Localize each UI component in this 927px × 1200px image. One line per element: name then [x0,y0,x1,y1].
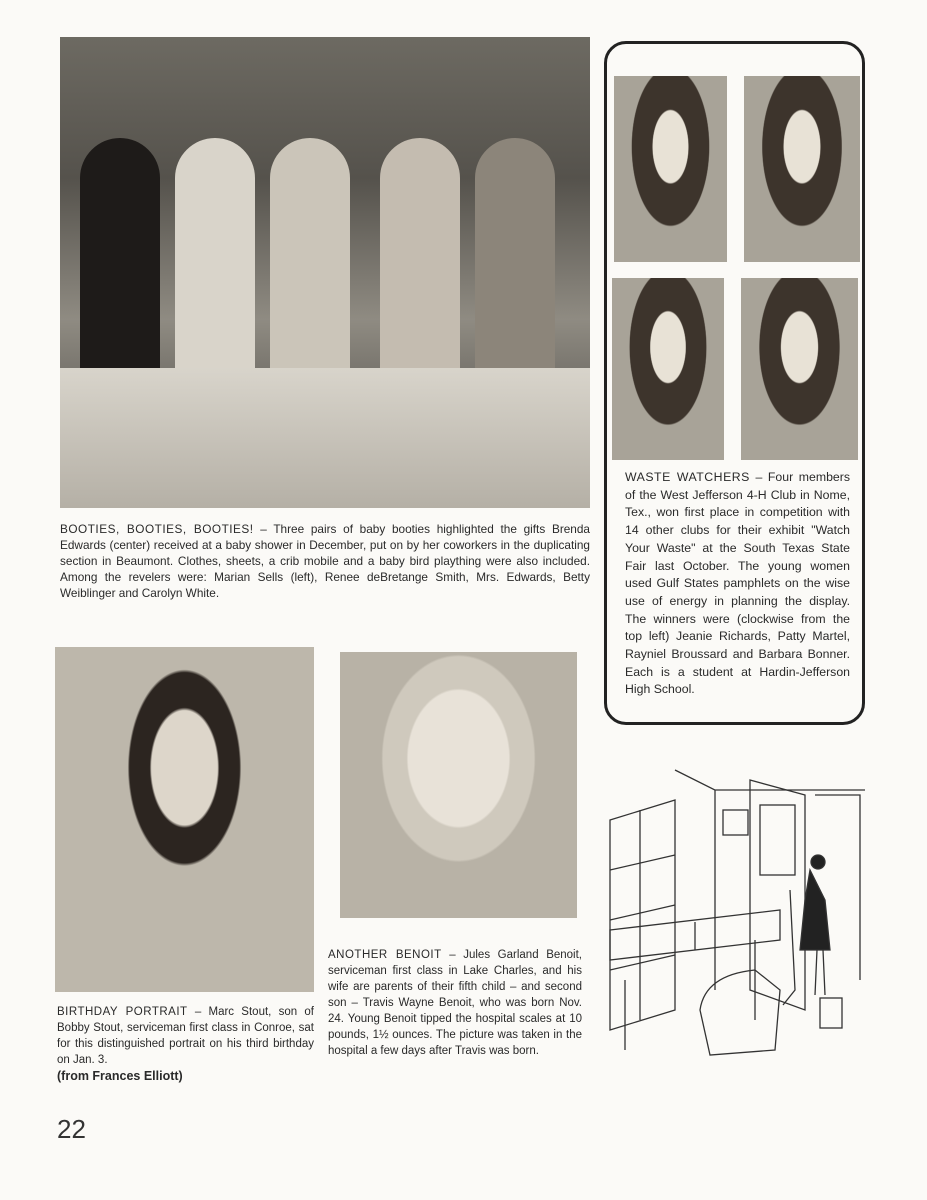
person-figure [80,138,160,388]
benoit-caption [328,947,582,1059]
caption-body: – Three pairs of baby booties highlighted the gifts Brenda Edwards (center) received at a baby shower in December, put on by her coworkers in the duplicating section in Beaumont. Clothes, sheets, a crib mobile and a baby bird plaything were also included. Among the revelers were: Marian Sells (left), Renee deBretange Smith, Mrs. Edwards, Betty Weiblinger and Carolyn White. [60,522,590,600]
caption-body: – Marc Stout, son of Bobby Stout, serviceman first class in Conroe, sat for this distinguished portrait on his third birthday on Jan. 3. [57,1006,314,1066]
travis-benoit-baby-photo [340,652,577,918]
marc-stout-portrait [55,647,314,992]
waste-watchers-caption [625,469,850,699]
wall-picture-icon [723,810,748,835]
person-figure [380,138,460,388]
cleaning-lady-cartoon [605,760,865,1070]
door [750,780,805,1010]
gift-table [60,368,590,508]
bucket [820,998,842,1028]
caption-body: – Jules Garland Benoit, serviceman first class in Lake Charles, and his wife are parents of their fifth child – and second son – Travis Wayne Benoit, who was born Nov. 24. Young Benoit tipped the hospital scales at 10 pounds, 1½ ounces. The picture was taken in the hospital a few days after Travis was born. [328,949,582,1057]
booties-caption [60,521,590,601]
caption-headline: BOOTIES, BOOTIES, BOOTIES! [60,522,254,536]
portrait-barbara-bonner [612,278,724,460]
page-number: 22 [57,1114,86,1144]
caption-headline: WASTE WATCHERS [625,470,750,484]
portrait-rayniel-broussard [741,278,858,460]
portrait-jeanie-richards [614,76,727,262]
person-figure [270,138,350,388]
window [610,800,675,1030]
birthday-caption [57,1004,314,1085]
person-figure [175,138,255,388]
armchair [700,970,780,1055]
portrait-patty-martel [744,76,860,262]
broom [783,890,795,1005]
photo-credit: (from Frances Elliott) [57,1069,183,1083]
caption-headline: BIRTHDAY PORTRAIT [57,1006,188,1018]
person-figure [475,138,555,388]
caption-body: – Four members of the West Jefferson 4-H Club in Nome, Tex., won first place in competition with 14 other clubs for their exhibit "Watch Your Waste" at the South Texas State Fair last October. The young women used Gulf States pamphlets on the wise use of energy in planning the display. The winners were (clockwise from the top left) Jeanie Richards, Patty Martel, Rayniel Broussard and Barbara Bonner. Each is a student at Hardin-Jefferson High School. [625,470,850,697]
baby-shower-group-photo [60,37,590,508]
caption-headline: ANOTHER BENOIT [328,949,442,961]
